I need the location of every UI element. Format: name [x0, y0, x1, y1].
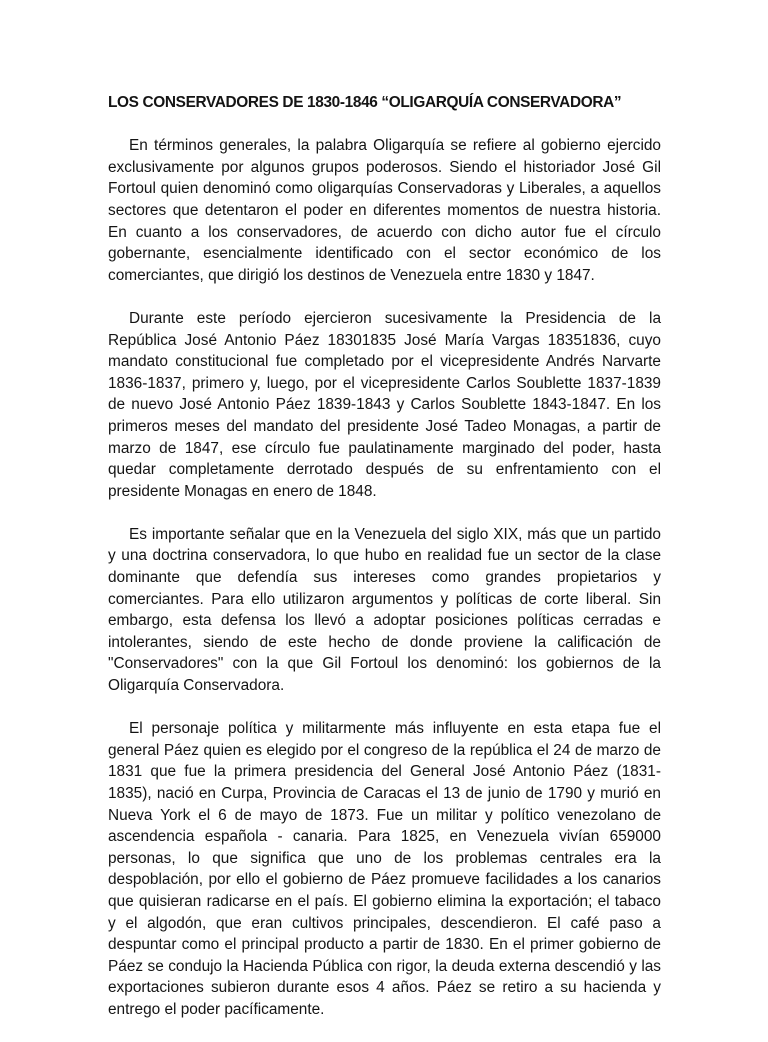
- document-page: [108, 92, 661, 1042]
- paragraph-oligarquia: En términos generales, la palabra Oligarquía se refiere al gobierno ejercido exclusivamente por algunos grupos poderosos. Siendo el historiador José Gil Fortoul quien denominó como oligarquías Conservadoras y Liberales, a aquellos sectores que detentaron el poder en diferentes momentos de nuestra historia. En cuanto a los conservadores, de acuerdo con dicho autor fue el círculo gobernante, esencialmente identificado con el sector económico de los comerciantes, que dirigió los destinos de Venezuela entre 1830 y 1847.: [108, 137, 661, 284]
- paragraph-presidencias: Durante este período ejercieron sucesivamente la Presidencia de la República José Antonio Páez 18301835 José María Vargas 18351836, cuyo mandato constitucional fue completado por el vicepresidente Andrés Narvarte 1836-1837, primero y, luego, por el vicepresidente Carlos Soublette 1837-1839 de nuevo José Antonio Páez 1839-1843 y Carlos Soublette 1843-1847. En los primeros meses del mandato del presidente José Tadeo Monagas, a partir de marzo de 1847, ese círculo fue paulatinamente marginado del poder, hasta quedar completamente derrotado después de su enfrentamiento con el presidente Monagas en enero de 1848.: [108, 309, 661, 500]
- paragraph-doctrina: Es importante señalar que en la Venezuela del siglo XIX, más que un partido y una doctrina conservadora, lo que hubo en realidad fue un sector de la clase dominante que defendía sus intereses como grandes propietarios y comerciantes. Para ello utilizaron argumentos y políticas de corte liberal. Sin embargo, esta defensa los llevó a adoptar posiciones políticas cerradas e intolerantes, siendo de este hecho de donde proviene la calificación de "Conservadores" con la que Gil Fortoul los denominó: los gobiernos de la Oligarquía Conservadora.: [108, 525, 661, 695]
- paragraph-paez: El personaje política y militarmente más influyente en esta etapa fue el general Páez quien es elegido por el congreso de la república el 24 de marzo de 1831 que fue la primera presidencia del General José Antonio Páez (1831-1835), nació en Curpa, Provincia de Caracas el 13 de junio de 1790 y murió en Nueva York el 6 de mayo de 1873. Fue un militar y político venezolano de ascendencia española - canaria. Para 1825, en Venezuela vivían 659000 personas, lo que significa que uno de los problemas centrales era la despoblación, por ello el gobierno de Páez promueve facilidades a los canarios que quisieran radicarse en el país. El gobierno elimina la exportación; el tabaco y el algodón, que eran cultivos principales, descendieron. El café paso a despuntar como el principal producto a partir de 1830. En el primer gobierno de Páez se condujo la Hacienda Pública con rigor, la deuda externa descendió y las exportaciones subieron durante esos 4 años. Páez se retiro a su hacienda y entrego el poder pacíficamente.: [108, 720, 661, 1018]
- document-title: LOS CONSERVADORES DE 1830-1846 “OLIGARQUÍA CONSERVADORA”: [108, 94, 622, 111]
